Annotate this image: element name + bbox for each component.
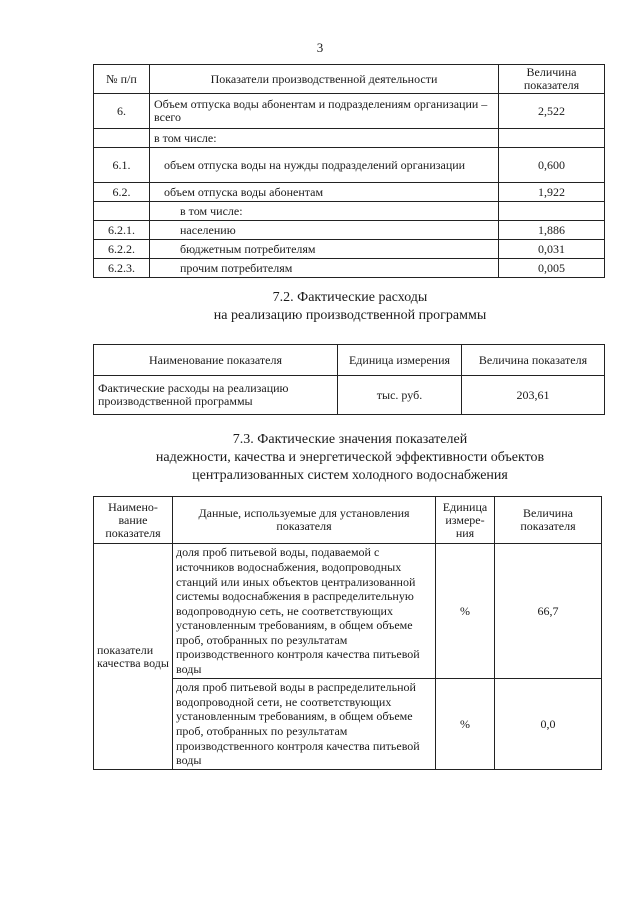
row-value: 1,886 <box>499 221 605 240</box>
actual-expenses-table <box>93 344 605 415</box>
quality-indicators-table <box>93 496 602 770</box>
row-value: 66,7 <box>495 544 602 679</box>
row-number: 6.2. <box>94 183 150 202</box>
row-number <box>94 202 150 221</box>
column-header-value: Величина показателя <box>495 497 602 544</box>
section-title-line: 7.2. Фактические расходы <box>272 290 428 305</box>
row-value <box>499 202 605 221</box>
row-number: 6.2.1. <box>94 221 150 240</box>
row-number <box>94 129 150 148</box>
table-header-row <box>94 65 605 94</box>
row-number: 6.1. <box>94 148 150 183</box>
column-header-unit: Единица измерения <box>338 345 462 376</box>
indicator-group-label: показатели качества воды <box>94 544 173 770</box>
row-indicator: объем отпуска воды на нужды подразделений организации <box>150 148 499 183</box>
column-header-data: Данные, используемые для установления показателя <box>173 497 436 544</box>
table-row <box>94 376 605 415</box>
section-title-line: надежности, качества и энергетической эффективности объектов <box>155 450 545 465</box>
row-number: 6.2.2. <box>94 240 150 259</box>
row-indicator: прочим потребителям <box>150 259 499 278</box>
section-title-line: на реализацию производственной программы <box>213 308 487 323</box>
section-title-line: централизованных систем холодного водоснабжения <box>192 468 508 483</box>
row-indicator: в том числе: <box>150 129 499 148</box>
row-name: Фактические расходы на реализацию производственной программы <box>94 376 338 415</box>
row-data: доля проб питьевой воды, подаваемой с источников водоснабжения, водопроводных станций или иных объектов централизованной системы водоснабжения в распределительную водопроводную сеть, не соответствующих установленным требованиям, в общем объеме проб, отобранных по результатам производственного контроля качества питьевой воды <box>173 544 436 679</box>
column-header-name: Наимено-вание показателя <box>94 497 173 544</box>
column-header-indicator: Показатели производственной деятельности <box>150 65 499 94</box>
table-header-row <box>94 497 602 544</box>
row-unit: тыс. руб. <box>338 376 462 415</box>
row-indicator: объем отпуска воды абонентам <box>150 183 499 202</box>
table-row <box>94 544 602 679</box>
column-header-value: Величина показателя <box>499 65 605 94</box>
row-value: 0,0 <box>495 679 602 770</box>
row-value: 0,031 <box>499 240 605 259</box>
column-header-number: № п/п <box>94 65 150 94</box>
table-row <box>94 183 605 202</box>
row-indicator: бюджетным потребителям <box>150 240 499 259</box>
row-value: 0,600 <box>499 148 605 183</box>
section-7-2-title <box>0 289 640 325</box>
table-row <box>94 148 605 183</box>
row-number: 6. <box>94 94 150 129</box>
table-row <box>94 94 605 129</box>
row-indicator: в том числе: <box>150 202 499 221</box>
table-row <box>94 240 605 259</box>
table-row <box>94 221 605 240</box>
column-header-value: Величина показателя <box>462 345 605 376</box>
page-number: 3 <box>316 40 324 55</box>
row-value: 0,005 <box>499 259 605 278</box>
row-value: 203,61 <box>462 376 605 415</box>
column-header-unit: Единица измере-ния <box>436 497 495 544</box>
row-indicator: Объем отпуска воды абонентам и подразделениям организации – всего <box>150 94 499 129</box>
section-title-line: 7.3. Фактические значения показателей <box>232 432 468 447</box>
row-value <box>499 129 605 148</box>
column-header-name: Наименование показателя <box>94 345 338 376</box>
row-unit: % <box>436 679 495 770</box>
row-indicator: населению <box>150 221 499 240</box>
row-value: 2,522 <box>499 94 605 129</box>
table-row <box>94 202 605 221</box>
section-7-3-title <box>0 431 640 485</box>
production-indicators-table <box>93 64 605 278</box>
table-header-row <box>94 345 605 376</box>
row-unit: % <box>436 544 495 679</box>
row-number: 6.2.3. <box>94 259 150 278</box>
row-data: доля проб питьевой воды в распределительной водопроводной сети, не соответствующих установленным требованиям, в общем объеме проб, отобранных по результатам производственного контроля качества питьевой воды <box>173 679 436 770</box>
table-row <box>94 259 605 278</box>
row-value: 1,922 <box>499 183 605 202</box>
table-row <box>94 129 605 148</box>
